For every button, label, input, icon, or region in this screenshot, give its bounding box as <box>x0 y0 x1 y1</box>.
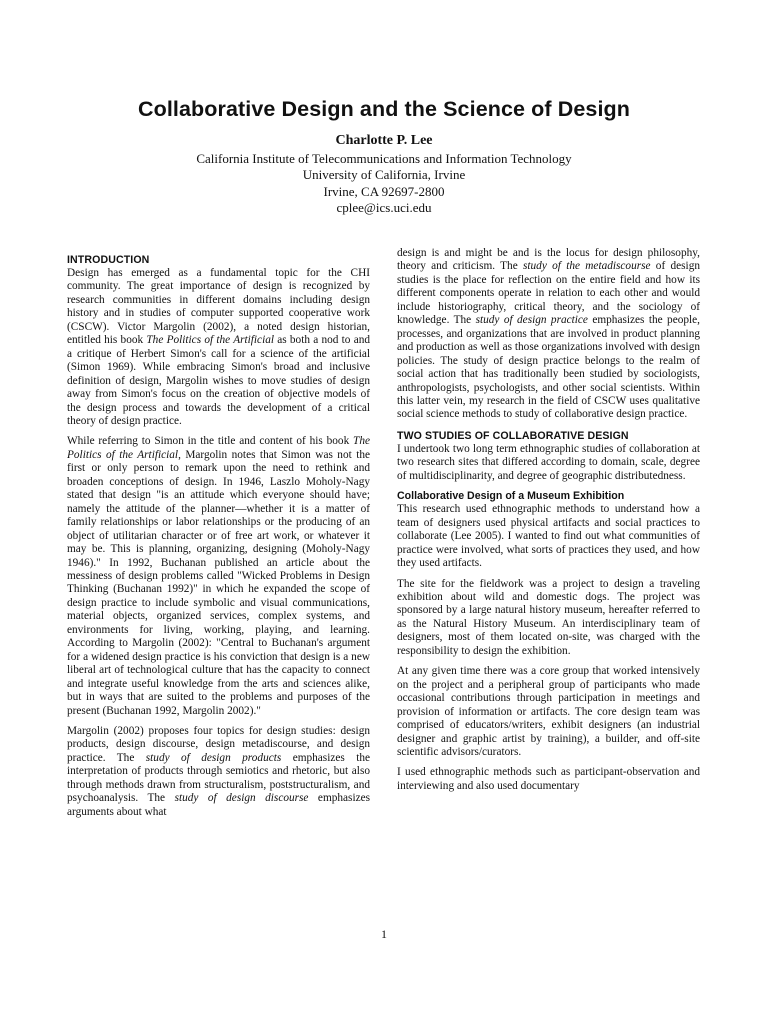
paragraph: Margolin (2002) proposes four topics for design studies: design products, design discourse, design metadiscourse, and design practice. The study of design products emphasizes the interpretation of products through semiotics and rhetoric, but also through methods drawn from structuralism, poststructuralism, and psychoanalysis. The study of design discourse emphasizes arguments about what <box>67 724 371 818</box>
affiliation-institute: California Institute of Telecommunications and Information Technology <box>196 151 572 166</box>
affiliation-university: University of California, Irvine <box>302 167 466 183</box>
paragraph: I used ethnographic methods such as participant-observation and interviewing and also used documentary <box>397 766 700 792</box>
page-number: 1 <box>381 927 387 941</box>
section-heading-two-studies: TWO STUDIES OF COLLABORATIVE DESIGN <box>397 429 629 442</box>
paragraph: design is and might be and is the locus for design philosophy, theory and criticism. The study of the metadiscourse of design studies is the place for reflection on the entire field and how its different components operate in relation to each other and would include historiography, critical theory, and the sociology of knowledge. The study of design practice emphasizes the people, processes, and organizations that are involved in product planning and production as well as those organizations involved with design policies. The study of design practice belongs to the realm of social action that has traditionally been studied by sociologists, anthropologists, psychologists, and other social scientists. Within this latter vein, my research in the field of CSCW uses qualitative social science methods to study of collaborative design practice. <box>397 247 700 421</box>
section-heading-introduction: INTRODUCTION <box>67 254 150 266</box>
paper-title: Collaborative Design and the Science of Design <box>137 97 631 121</box>
paragraph: The site for the fieldwork was a project to design a traveling exhibition about wild and domestic dogs. The project was sponsored by a large natural history museum, hereafter referred to as the Natural History Museum. An interdisciplinary team of designers, most of them located on-site, was charged with the responsibility to design the exhibition. <box>397 577 700 657</box>
subsection-heading-museum: Collaborative Design of a Museum Exhibition <box>397 490 625 503</box>
paragraph: At any given time there was a core group that worked intensively on the project and a peripheral group of participants who made occasional contributions through participation in meetings and provision of information or artifacts. The core design team was comprised of educators/writers, exhibit designers (an industrial designer and graphic artist by training), a builder, and off-site scientific advisors/curators. <box>397 665 700 758</box>
right-column <box>397 247 700 800</box>
affiliation-email: cplee@ics.uci.edu <box>336 199 432 215</box>
author-affiliation <box>0 151 768 216</box>
paragraph: Design has emerged as a fundamental topic for the CHI community. The great importance of design is recognized by research communities in different domains including design history and in studies of computer supported cooperative work (CSCW). Victor Margolin (2002), a noted design historian, entitled his book The Politics of the Artificial as both a nod to and a critique of Herbert Simon's call for a science of the artificial (Simon 1969). While embracing Simon's broad and inclusive definition of design, Margolin wishes to move studies of design away from Simon's focus on the creation of objective models of the design process and towards the development of a critical theory of design practice. <box>67 267 370 427</box>
paragraph: I undertook two long term ethnographic studies of collaboration at two research sites that differed according to domain, scale, degree of multidisciplinarity, and degree of geographic distributedness. <box>397 442 700 482</box>
author-name: Charlotte P. Lee <box>335 133 433 148</box>
paragraph: While referring to Simon in the title and content of his book The Politics of the Artificial, Margolin notes that Simon was not the first or only person to remark upon the need to rethink and broaden conceptions of design. In 1946, Laszlo Moholy-Nagy stated that design "is an attitude which everyone should have; namely the attitude of the planner—whether it is a matter of family relationships or labor relationships or the producing of an object of utilitarian character or of free art work, or whatever it may be. This is planning, organizing, designing (Moholy-Nagy 1946)." In 1992, Buchanan published an article about the messiness of design problems called "Wicked Problems in Design Thinking (Buchanan 1992)" in which he expanded the scope of design practice to include symbolic and visual communications, material objects, organized services, complex systems, and environments for living, working, playing, and learning. According to Margolin (2002): "Central to Buchanan's argument for a widened design practice is his conviction that design is a new liberal art of technological culture that has the capacity to connect and integrate useful knowledge from the arts and sciences alike, but in ways that are suited to the problems and purposes of the present (Buchanan 1992, Margolin 2002)." <box>67 435 370 717</box>
paragraph: This research used ethnographic methods to understand how a team of designers used physical artifacts and social practices to collaborate (Lee 2005). I wanted to find out what communities of practice were involved, what sorts of practices they used, and how they used artifacts. <box>397 503 700 570</box>
affiliation-address: Irvine, CA 92697-2800 <box>323 183 445 199</box>
left-column <box>67 254 370 826</box>
